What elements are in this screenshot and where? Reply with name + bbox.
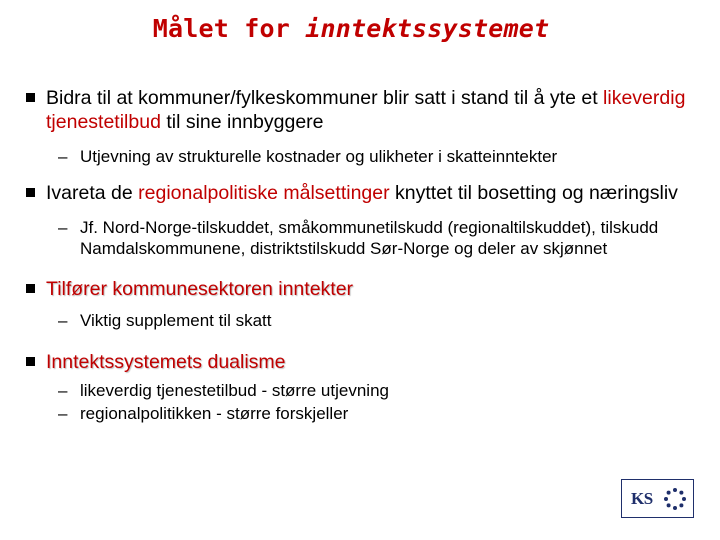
sub-item-3-1 [24, 310, 704, 331]
dash-bullet-icon: – [58, 147, 68, 166]
sub-item-1-1 [24, 146, 704, 167]
dash-bullet-icon: – [58, 311, 68, 330]
bullet-item-4 [24, 350, 704, 374]
sub-item-2-1-text: Jf. Nord-Norge-tilskuddet, småkommunetilskudd (regionaltilskuddet), tilskudd Namdalskommunene, distriktstilskudd Sør-Norge og deler av skjønnet [80, 218, 659, 258]
bullet-item-3 [24, 277, 704, 301]
bullet-3-text: Tilfører kommunesektoren inntekter [46, 278, 354, 300]
bullet-2-highlight: regionalpolitiske målsettinger [138, 182, 390, 204]
bullet-item-2 [24, 181, 704, 205]
bullet-1-text: Bidra til at kommuner/fylkeskommuner blir satt i stand til å yte et [46, 87, 604, 109]
dash-bullet-icon: – [58, 218, 68, 237]
ks-logo [621, 479, 694, 518]
bullet-2-text: Ivareta de [46, 182, 139, 204]
sub-item-1-1-text: Utjevning av strukturelle kostnader og ulikheter i skatteinntekter [80, 147, 558, 166]
bullet-1-text-end: til sine innbyggere [160, 111, 324, 133]
bullet-4-text: Inntektssystemets dualisme [46, 351, 286, 373]
dash-bullet-icon: – [58, 381, 68, 400]
sub-item-4-2 [24, 403, 704, 424]
bullet-list [24, 86, 704, 424]
dash-bullet-icon: – [58, 404, 68, 423]
square-bullet-icon [26, 93, 35, 102]
slide-title [0, 14, 702, 43]
square-bullet-icon [26, 188, 35, 197]
square-bullet-icon [26, 284, 35, 293]
square-bullet-icon [26, 357, 35, 366]
bullet-2-text-end: knyttet til bosetting og næringsliv [389, 182, 678, 204]
sub-item-4-1 [24, 380, 704, 401]
sub-item-4-1-text: likeverdig tjenestetilbud - større utjevning [80, 381, 389, 400]
bullet-item-1 [24, 86, 704, 134]
title-text-part1: Målet for [152, 14, 306, 43]
title-text-part2: inntektssystemet [305, 14, 550, 43]
sub-item-4-2-text: regionalpolitikken - større forskjeller [80, 404, 349, 423]
sub-item-2-1 [24, 217, 704, 259]
ring-emblem-icon [663, 487, 687, 511]
sub-item-3-1-text: Viktig supplement til skatt [80, 311, 272, 330]
ks-logo-text: KS [631, 488, 653, 508]
bullet-1-highlight: likeverdig tjenestetilbud [46, 87, 686, 133]
